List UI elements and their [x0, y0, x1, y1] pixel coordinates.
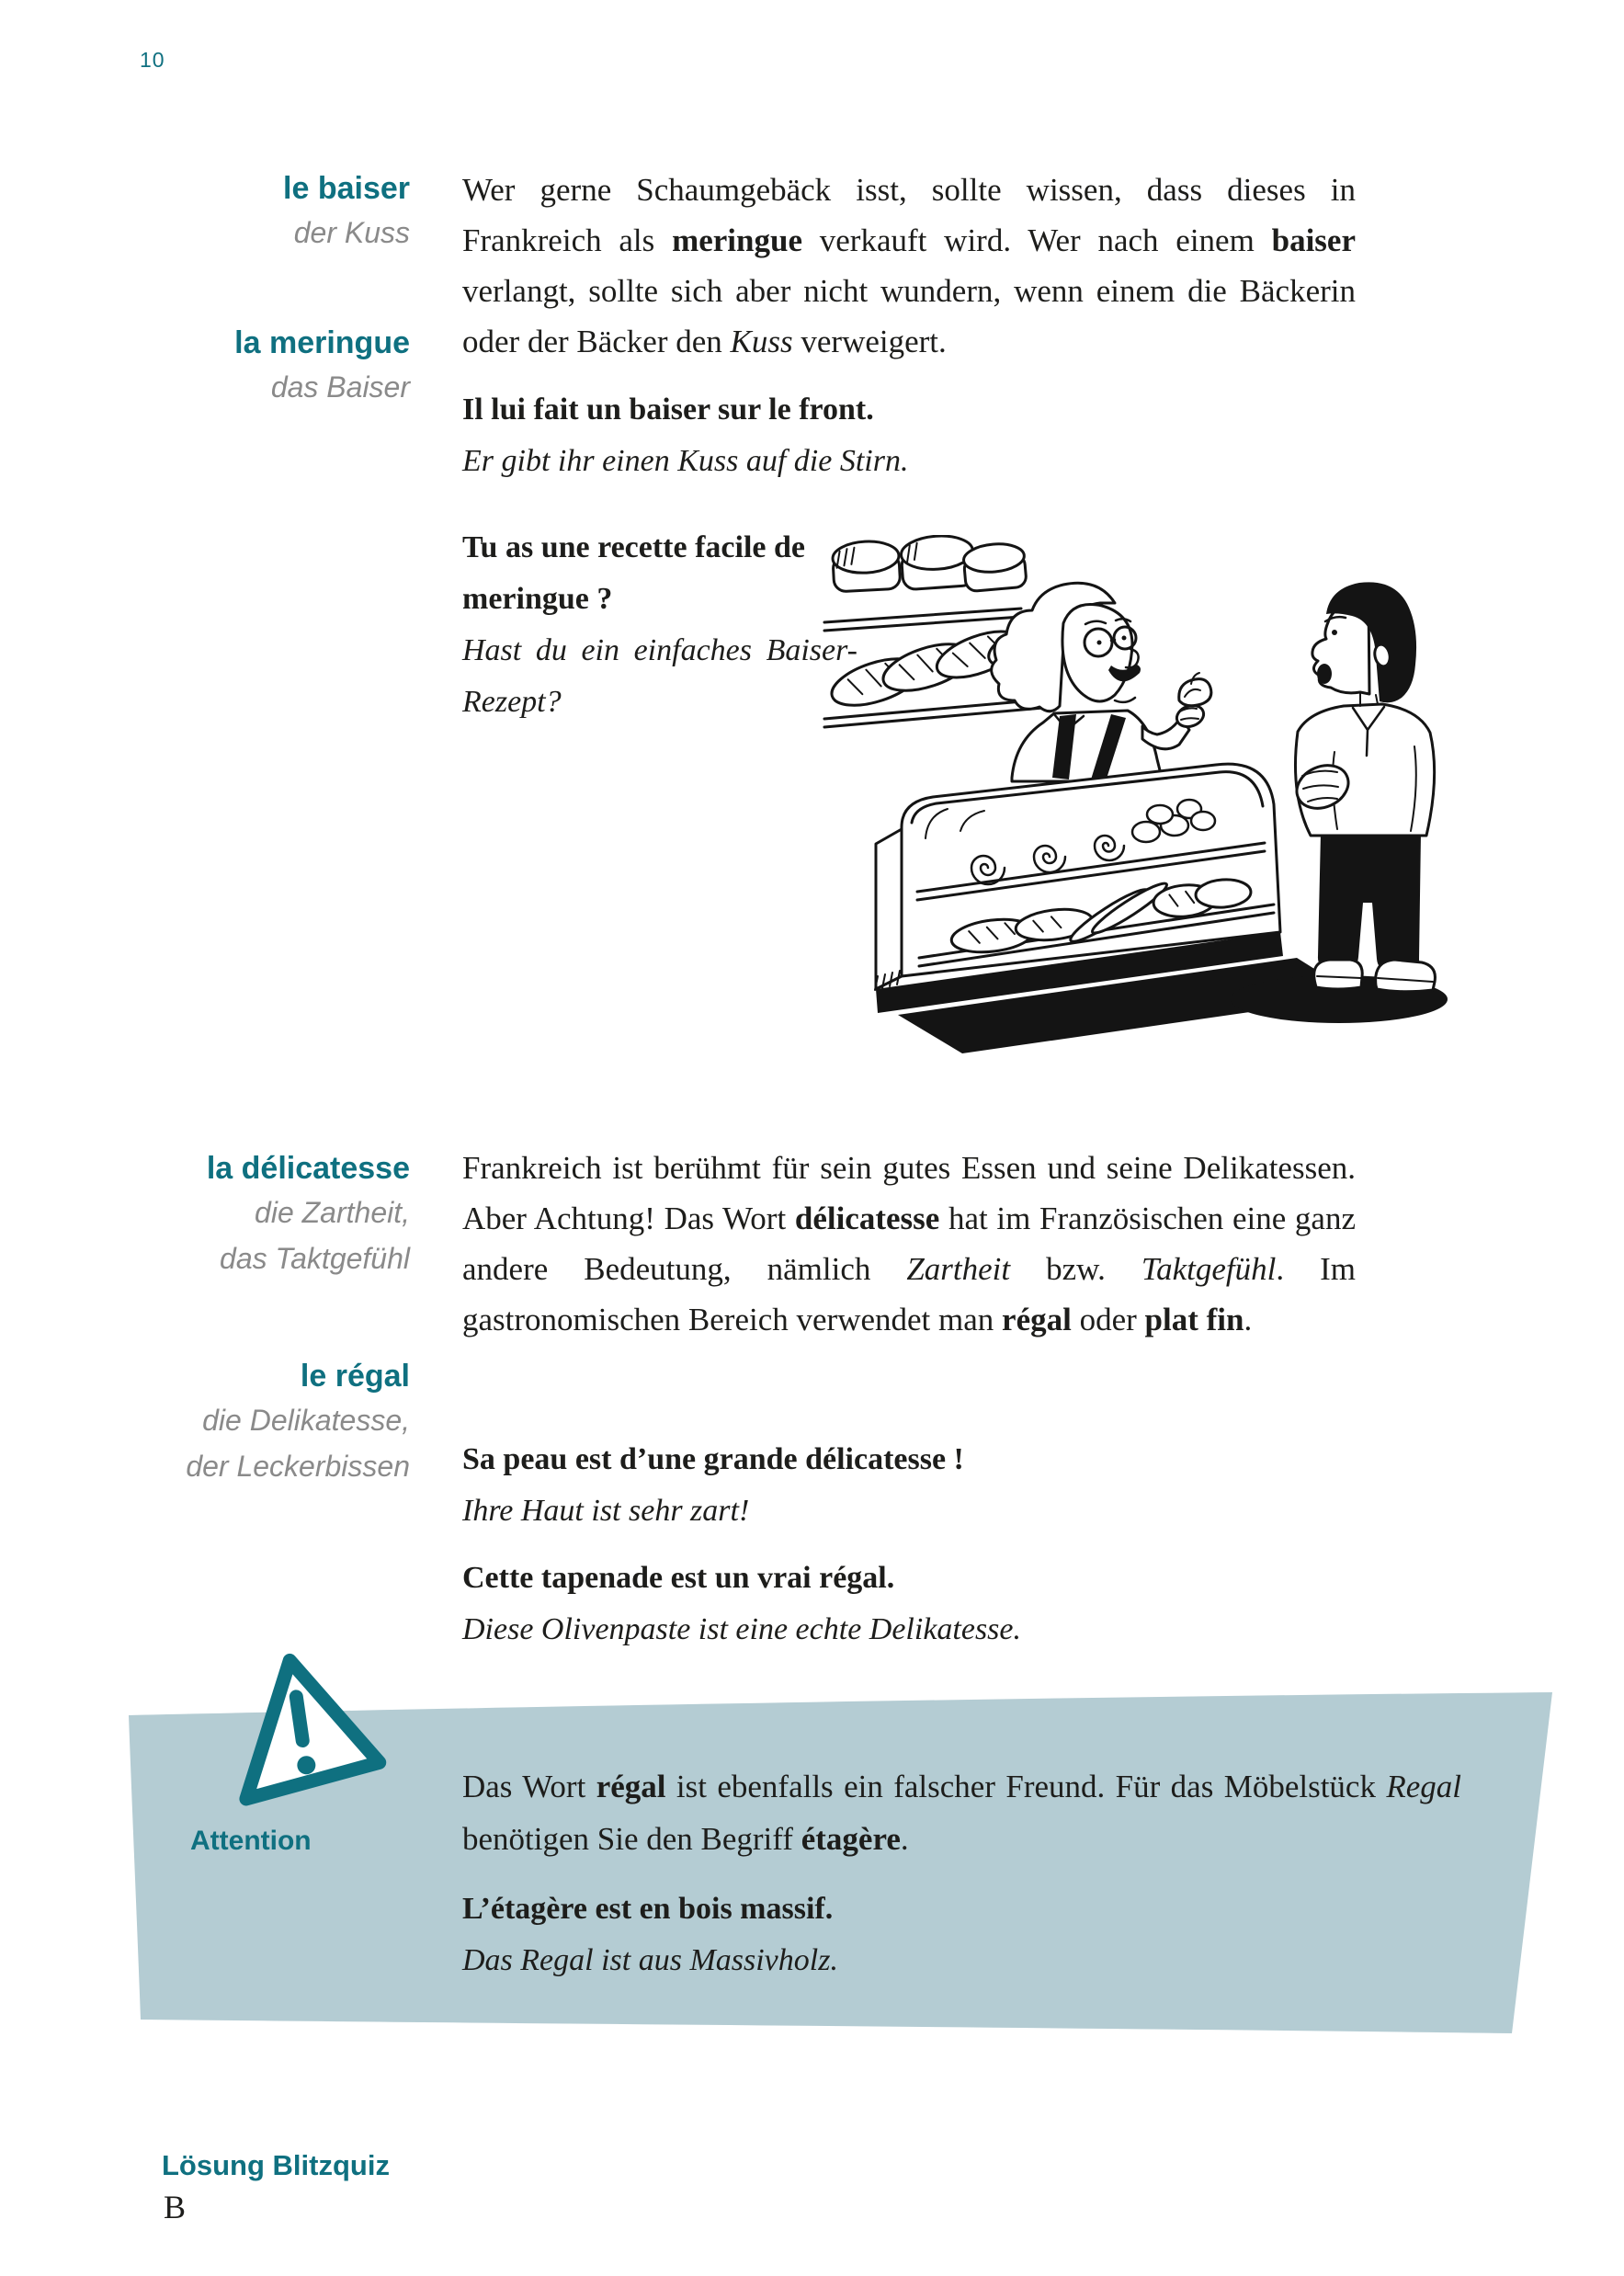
example-french: Il lui fait un baiser sur le front.	[462, 393, 874, 427]
example-french: Tu as une recette facile de meringue ?	[462, 530, 805, 616]
entry2-example1	[462, 1434, 964, 1537]
example-german: Er gibt ihr einen Kuss auf die Stirn.	[462, 444, 909, 478]
entry1-paragraph: Wer gerne Schaumgebäck isst, sollte wissen, dass dieses in Frankreich als meringue verkauft wird. Wer nach einem baiser verlangt, sollte sich aber nicht wundern, wenn einem die Bäckerin oder der Bäcker den Kuss verweigert.	[462, 172, 1356, 359]
vocab-term-baiser	[92, 167, 410, 256]
example-german: Diese Olivenpaste ist eine echte Delikatesse.	[462, 1612, 1021, 1646]
example-german: Hast du ein einfaches Baiser-Rezept?	[462, 633, 857, 719]
vocab-term-delicatesse	[92, 1147, 410, 1281]
page-number: 10	[140, 48, 165, 72]
vocab-german: das Taktgefühl	[220, 1242, 410, 1275]
attention-label: Attention	[190, 1826, 312, 1856]
vocab-german: die Delikatesse,	[202, 1404, 410, 1437]
warning-triangle-icon	[210, 1640, 393, 1824]
example-german: Ihre Haut ist sehr zart!	[462, 1494, 750, 1528]
vocab-french: la délicatesse	[206, 1151, 410, 1186]
entry1-example2	[462, 522, 857, 728]
entry2-paragraph: Frankreich ist berühmt für sein gutes Essen und seine Delikatessen. Aber Achtung! Das Wort délicatesse hat im Französischen eine ganz andere Bedeutung, nämlich Zartheit bzw. Taktgefühl. Im gastronomischen Bereich verwendet man régal oder plat fin.	[462, 1150, 1357, 1337]
attention-example	[462, 1883, 838, 1986]
bakery-illustration	[823, 535, 1512, 1061]
entry1-example1	[462, 384, 908, 487]
vocab-german: der Kuss	[293, 216, 410, 249]
vocab-term-meringue	[92, 322, 410, 410]
baker-woman-icon	[992, 583, 1211, 781]
example-french: Cette tapenade est un vrai régal.	[462, 1561, 895, 1595]
vocab-german: das Baiser	[270, 370, 410, 404]
vocab-german: die Zartheit,	[255, 1196, 410, 1229]
footer-quiz-answer: B	[164, 2189, 187, 2225]
vocab-french: la meringue	[234, 325, 410, 360]
example-german: Das Regal ist aus Massivholz.	[462, 1943, 838, 1977]
example-french: L’étagère est en bois massif.	[462, 1892, 834, 1926]
entry2-example2	[462, 1553, 1021, 1656]
vocab-french: le baiser	[283, 171, 410, 206]
footer-quiz-label: Lösung Blitzquiz	[162, 2149, 390, 2181]
vocab-german: der Leckerbissen	[186, 1450, 410, 1483]
attention-paragraph: Das Wort régal ist ebenfalls ein falscher Freund. Für das Möbelstück Regal benötigen Sie den Begriff étagère.	[462, 1769, 1461, 1857]
vocab-term-regal	[92, 1355, 410, 1489]
example-french: Sa peau est d’une grande délicatesse !	[462, 1442, 964, 1476]
vocab-french: le régal	[300, 1359, 410, 1394]
